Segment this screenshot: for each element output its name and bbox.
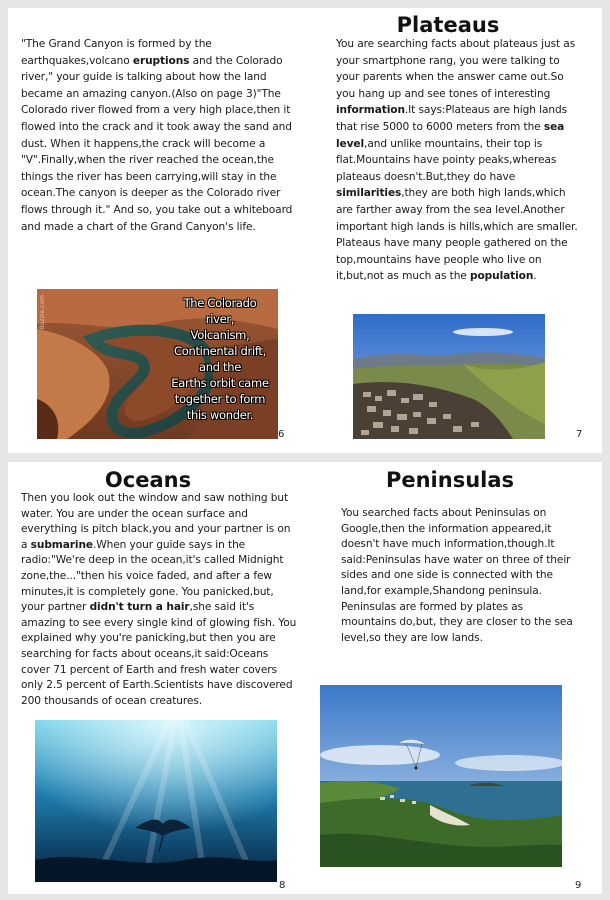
ocean-image (35, 720, 277, 882)
spread-pages-6-7 (8, 8, 602, 453)
peninsula-image (320, 685, 562, 867)
caption-line: Continental drift, (174, 344, 266, 358)
text-run: ,they are both high lands,which are farther away from the sea level.Another important high lands is hills,which are smaller. Plateaus have many people gathered on the top,mountains have people who live on it,but,not as much as the (336, 187, 578, 283)
text-run: .It says:Plateaus are high lands that rise 5000 to 6000 meters from the (336, 104, 568, 133)
bold-term: similarities (336, 187, 402, 200)
page-9-body-text (341, 506, 579, 646)
plateau-town-illustration (353, 314, 545, 439)
page-8-body-text (21, 491, 297, 709)
page-7-body-text (336, 36, 584, 285)
caption-line: Volcanism, (190, 328, 250, 342)
page-7-text-column (336, 36, 584, 285)
page-number: 6 (278, 429, 285, 440)
text-run: ,she said it's amazing to see every single kind of glowing fish. You explained why you're panicking,but then you are searching for facts about oceans,it said:Oceans cover 71 percent of Earth and fresh water covers only 2.5 percent of Earth.Scientists have discovered 200 thousands of ocean creatures. (21, 601, 297, 707)
text-run: You are searching facts about plateaus just as your smartphone rang, you were talking to your parents when the answer came out.So you hang up and see tones of interesting (336, 38, 576, 100)
page-6-text-column (21, 36, 297, 235)
text-run: "The Grand Canyon is formed by the earthquakes,volcano (21, 38, 212, 67)
caption-line: this wonder. (186, 408, 254, 422)
page-number: 9 (575, 880, 582, 891)
bold-term: didn't turn a hair (89, 601, 190, 614)
page-number: 8 (279, 880, 286, 891)
page-6-body-text (21, 36, 297, 235)
bold-term: eruptions (132, 54, 190, 67)
page-title: Oceans (104, 468, 192, 492)
text-run: You searched facts about Peninsulas on Google,then the information appeared,it doesn't have much information,though.It said:Peninsulas have water on three of their sides and one side is connected with the land,for example,Shandong peninsula. Peninsulas are formed by plates as mountains do,but, they are closer to the sea level,so they are low lands. (341, 507, 573, 644)
text-run: and the Colorado river," your guide is talking about how the land became an amazing canyon.(Also on page 3)"The Colorado river flowed from a very high place,then it flowed into the crack and it took away the sand and dust. When it happens,the crack will become a "V".Finally,when the river reached the ocean,the things the river has been carrying,will stay in the ocean.The canyon is deeper as the Colorado river flows through it." And so, you take out a whiteboard and made a chart of the Grand Canyon's life. (21, 54, 293, 233)
text-run: ,and unlike mountains, their top is flat.Mountains have pointy peaks,whereas plateaus doesn't.But,they do have (336, 137, 557, 183)
caption-line: and the (198, 360, 242, 374)
bold-term: sea level (336, 120, 565, 150)
grand-canyon-image (37, 289, 278, 439)
bold-term: information (336, 104, 405, 117)
page-number: 7 (576, 429, 583, 440)
bold-term: population (470, 270, 534, 283)
caption-line: together to form (174, 392, 266, 406)
plateau-image (353, 314, 545, 439)
underwater-manta-ray-illustration (35, 720, 277, 882)
text-run: Then you look out the window and saw nothing but water. You are under the ocean surface and everything is pitch black,you and your partner is on a (21, 492, 291, 551)
page-title: Peninsulas (385, 468, 515, 492)
spread-pages-8-9 (8, 462, 602, 894)
bold-term: submarine (30, 538, 93, 551)
page-title: Plateaus (396, 13, 500, 37)
image-caption (168, 295, 272, 423)
caption-line: The Colorado river, (183, 296, 257, 326)
image-watermark: Buzzle.com (39, 295, 46, 330)
peninsula-coast-paraglider-illustration (320, 685, 562, 867)
caption-line: Earths orbit came (171, 376, 269, 390)
text-run: .When your guide says in the radio:"We're deep in the ocean,it's called Midnight zone,the..."then his voice faded, and after a few minutes,it is completely gone. You panicked,but, your partner (21, 538, 284, 614)
page-8-text-column (21, 491, 297, 709)
page-9-text-column (341, 506, 579, 646)
text-run: . (533, 270, 537, 283)
